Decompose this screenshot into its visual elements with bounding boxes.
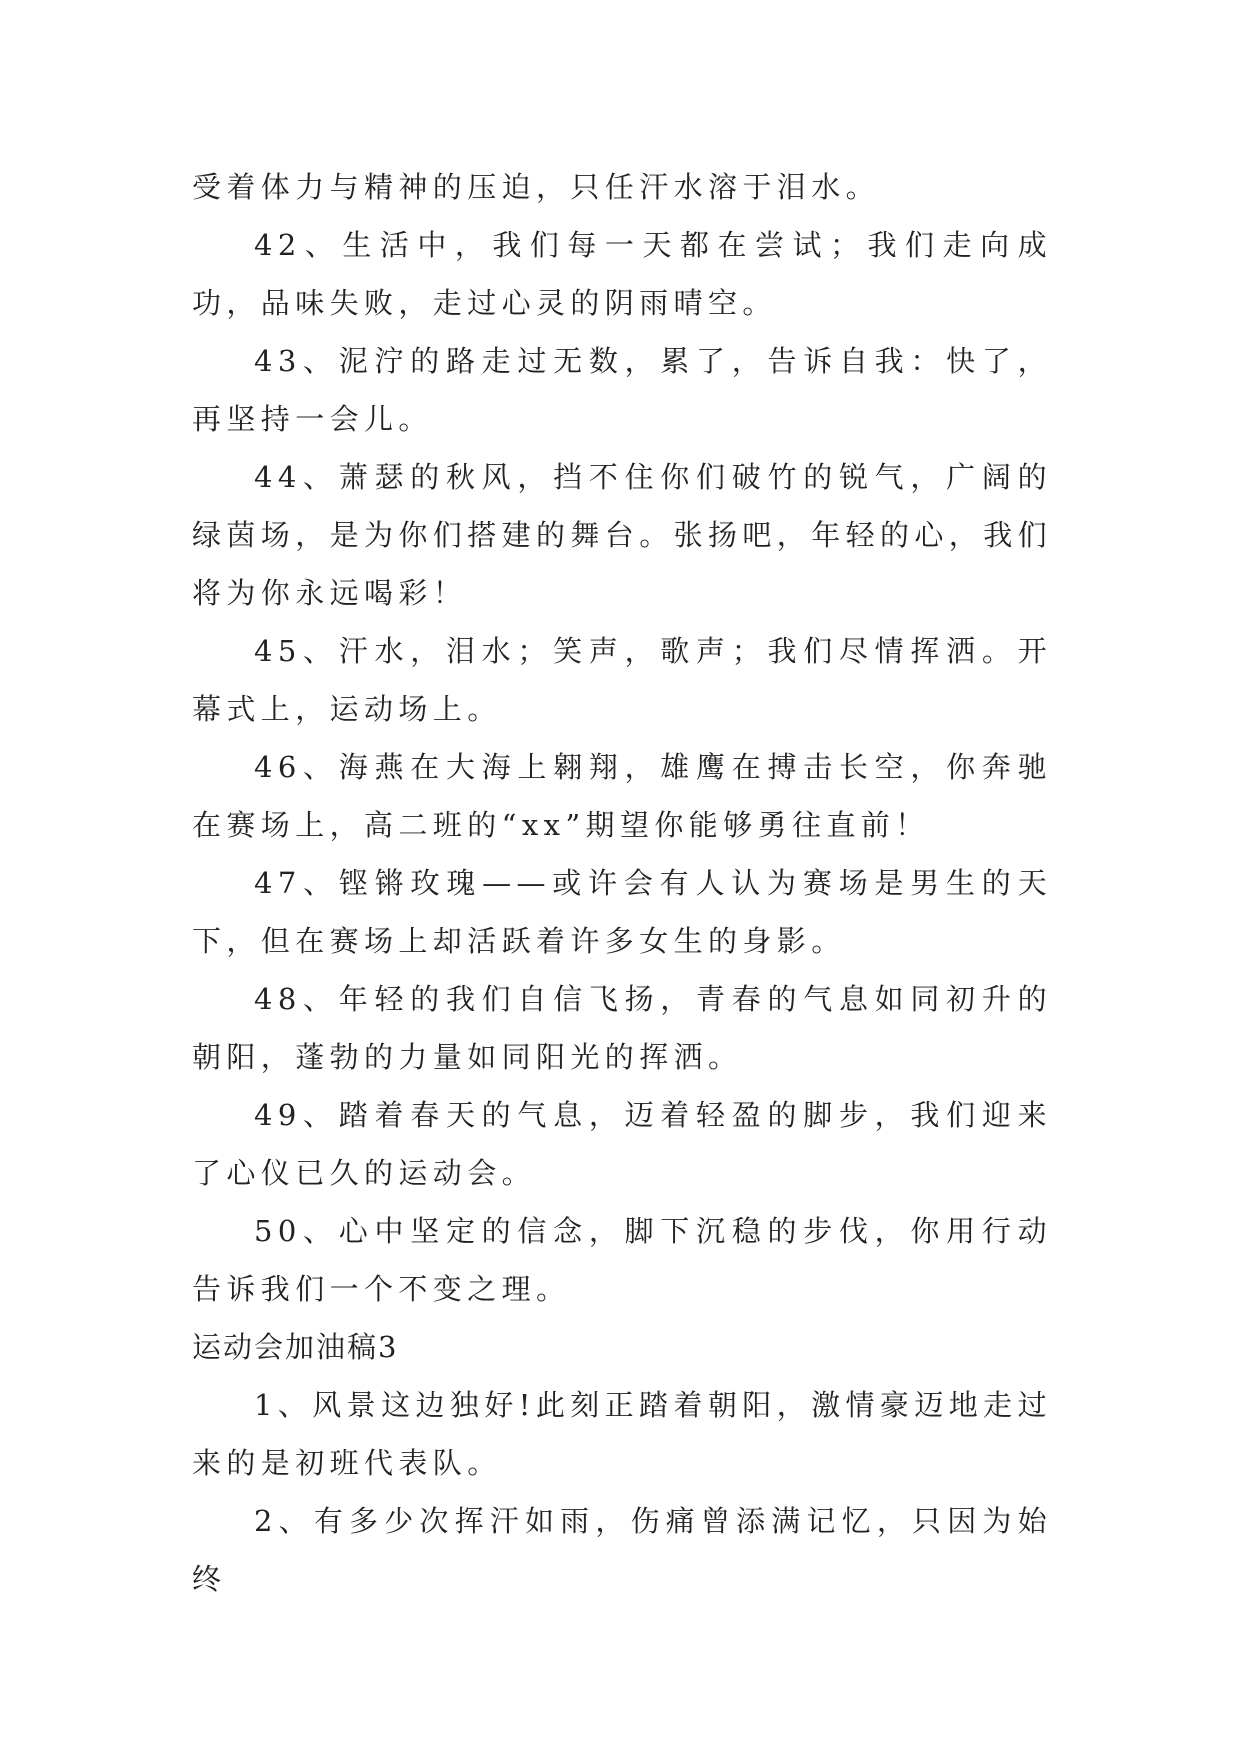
section-paragraph-1: 1、风景这边独好!此刻正踏着朝阳，激情豪迈地走过来的是初班代表队。 (192, 1388, 1052, 1480)
document-body (192, 158, 1052, 1608)
paragraph-43: 43、泥泞的路走过无数，累了，告诉自我：快了，再坚持一会儿。 (192, 344, 1052, 436)
paragraph-continued: 受着体力与精神的压迫，只任汗水溶于泪水。 (192, 170, 881, 204)
paragraph-45: 45、汗水，泪水；笑声，歌声；我们尽情挥洒。开幕式上，运动场上。 (192, 634, 1052, 726)
paragraph-50: 50、心中坚定的信念，脚下沉稳的步伐，你用行动告诉我们一个不变之理。 (192, 1214, 1052, 1306)
paragraph-42: 42、生活中，我们每一天都在尝试；我们走向成功，品味失败，走过心灵的阴雨晴空。 (192, 228, 1052, 320)
section-paragraph-2: 2、有多少次挥汗如雨，伤痛曾添满记忆，只因为始终 (192, 1504, 1052, 1596)
paragraph-46: 46、海燕在大海上翱翔，雄鹰在搏击长空，你奔驰在赛场上，高二班的“xx”期望你能够勇往直前！ (192, 750, 1052, 842)
paragraph-49: 49、踏着春天的气息，迈着轻盈的脚步，我们迎来了心仪已久的运动会。 (192, 1098, 1052, 1190)
paragraph-44: 44、萧瑟的秋风，挡不住你们破竹的锐气，广阔的绿茵场，是为你们搭建的舞台。张扬吧，年轻的心，我们将为你永远喝彩！ (192, 460, 1053, 610)
paragraph-48: 48、年轻的我们自信飞扬，青春的气息如同初升的朝阳，蓬勃的力量如同阳光的挥洒。 (192, 982, 1052, 1074)
paragraph-47: 47、铿锵玫瑰——或许会有人认为赛场是男生的天下，但在赛场上却活跃着许多女生的身影。 (192, 866, 1052, 958)
section-title: 运动会加油稿3 (192, 1330, 399, 1364)
